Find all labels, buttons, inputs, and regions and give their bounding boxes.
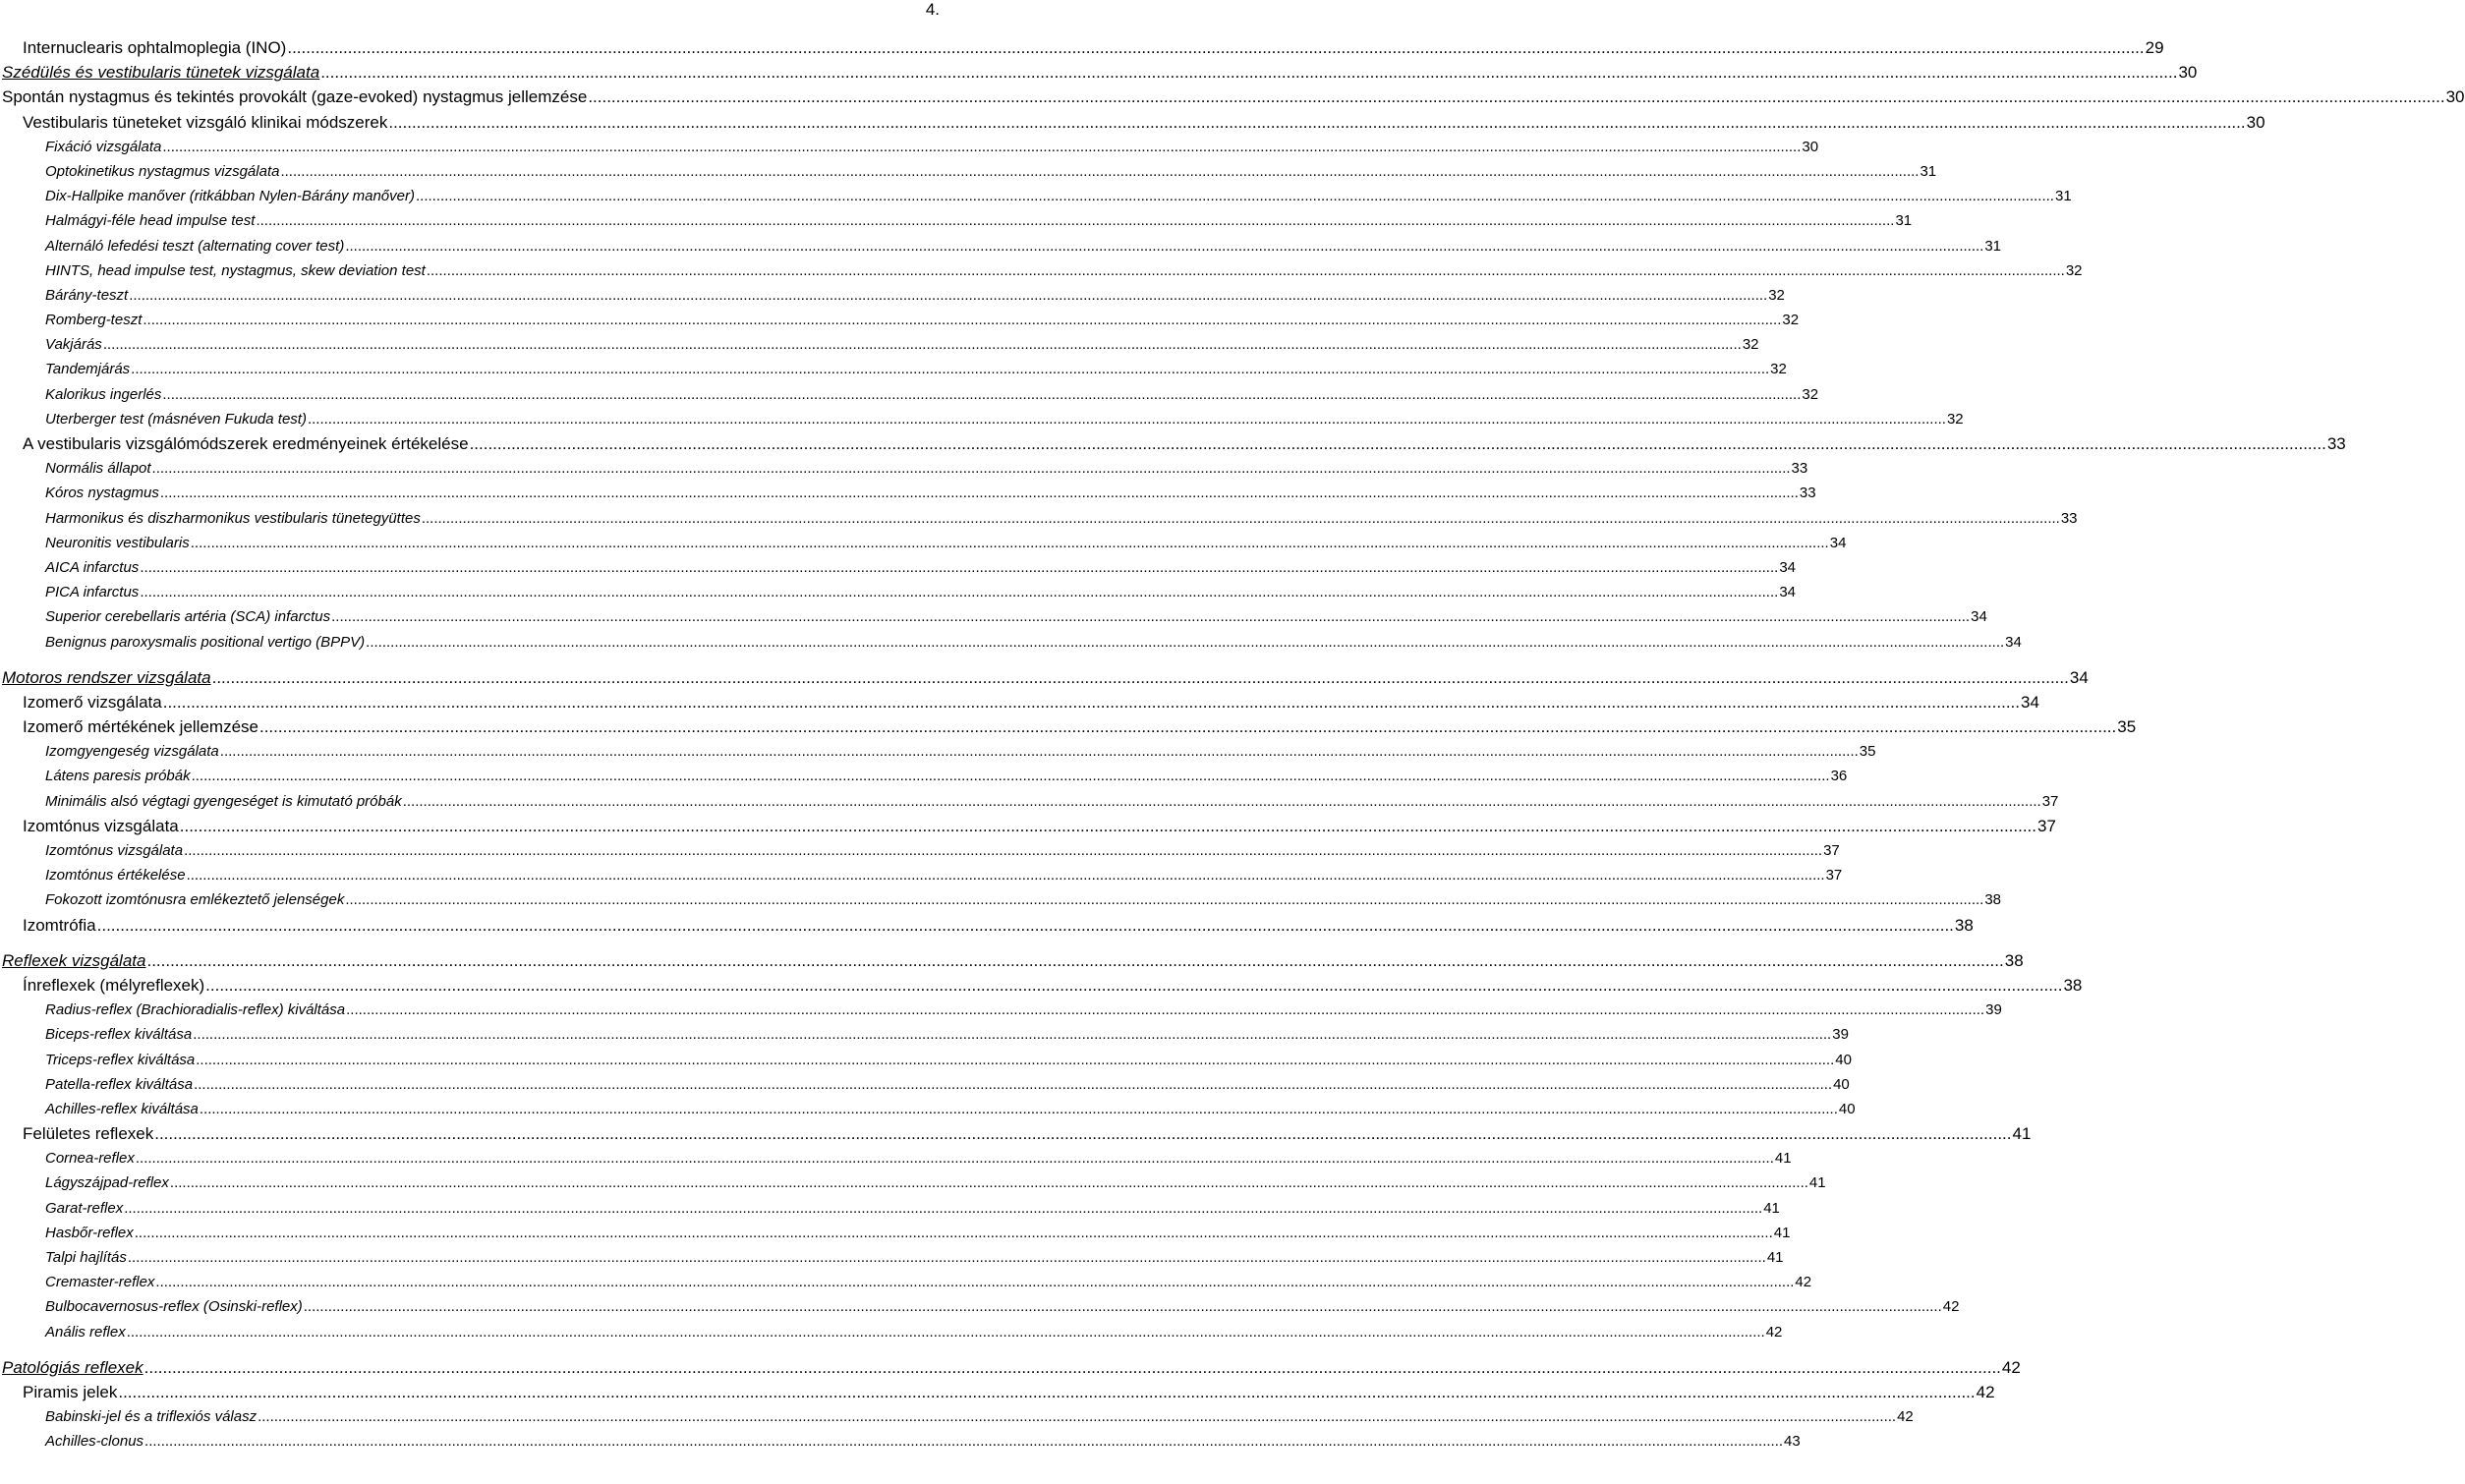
- toc-entry-title: Achilles-reflex kiváltása: [45, 1100, 199, 1117]
- dot-leader: ................................................................................................................................................................................................................................................................................................................................................................................................................: [388, 112, 2246, 132]
- toc-entry-title: Motoros rendszer vizsgálata: [2, 667, 211, 687]
- toc-entry-title: Harmonikus és diszharmonikus vestibularis tünetegyüttes: [45, 509, 421, 527]
- dot-leader: ................................................................................................................................................................................................................................................................................................................................................................................................................: [143, 312, 1782, 329]
- toc-entry-page: 40: [1833, 1075, 1850, 1093]
- toc-subsection-link[interactable]: [0, 407, 1964, 431]
- toc-entry-title: Patella-reflex kiváltása: [45, 1075, 194, 1093]
- toc-entry-title: A vestibularis vizsgálómódszerek eredményeinek értékelése: [23, 434, 469, 453]
- toc-entry-title: Neuronitis vestibularis: [45, 534, 190, 551]
- dot-leader: ................................................................................................................................................................................................................................................................................................................................................................................................................: [194, 1075, 1833, 1093]
- toc-entry-title: Izomerő vizsgálata: [23, 692, 162, 712]
- dot-leader: ................................................................................................................................................................................................................................................................................................................................................................................................................: [193, 1026, 1832, 1044]
- toc-subsection-link[interactable]: [0, 258, 2083, 283]
- toc-entry-page: 41: [1774, 1150, 1792, 1168]
- toc-subsection-link[interactable]: [0, 1429, 1801, 1454]
- dot-leader: ................................................................................................................................................................................................................................................................................................................................................................................................................: [162, 138, 1802, 155]
- dot-leader: ................................................................................................................................................................................................................................................................................................................................................................................................................: [196, 1051, 1835, 1068]
- dot-leader: ................................................................................................................................................................................................................................................................................................................................................................................................................: [469, 434, 2326, 453]
- toc-section-link[interactable]: [0, 1380, 1995, 1404]
- dot-leader: ................................................................................................................................................................................................................................................................................................................................................................................................................: [154, 1124, 2012, 1144]
- toc-entry-page: 30: [2178, 63, 2198, 83]
- toc-entry-page: 34: [2005, 633, 2022, 651]
- toc-chapter-link[interactable]: [0, 948, 2024, 973]
- toc-entry-title: Cornea-reflex: [45, 1150, 135, 1168]
- toc-subsection-link[interactable]: [0, 1320, 1783, 1344]
- toc-entry-page: 39: [1832, 1026, 1849, 1044]
- toc-subsection-link[interactable]: [0, 283, 1785, 308]
- toc-entry-title: Garat-reflex: [45, 1199, 124, 1217]
- toc-entry-page: 41: [2012, 1124, 2032, 1144]
- toc-entry-title: Piramis jelek: [23, 1382, 118, 1401]
- dot-leader: ................................................................................................................................................................................................................................................................................................................................................................................................................: [126, 1323, 1765, 1341]
- toc-subsection-link[interactable]: [0, 887, 2002, 912]
- toc-subsection-link[interactable]: [0, 208, 1913, 233]
- toc-entry-page: 31: [2054, 188, 2072, 205]
- toc-entry-page: 31: [1920, 162, 1937, 180]
- toc-subsection-link[interactable]: [0, 1048, 1852, 1072]
- toc-entry-title: Talpi hajlítás: [45, 1249, 127, 1266]
- toc-entry-title: Ínreflexek (mélyreflexek): [23, 975, 205, 995]
- toc-subsection-link[interactable]: [0, 863, 1843, 887]
- dot-leader: ................................................................................................................................................................................................................................................................................................................................................................................................................: [287, 38, 2145, 57]
- toc-entry-title: Optokinetikus nystagmus vizsgálata: [45, 162, 280, 180]
- dot-leader: ................................................................................................................................................................................................................................................................................................................................................................................................................: [211, 667, 2069, 687]
- dot-leader: ................................................................................................................................................................................................................................................................................................................................................................................................................: [303, 1298, 1942, 1316]
- toc-subsection-link[interactable]: [0, 1404, 1914, 1429]
- dot-leader: ................................................................................................................................................................................................................................................................................................................................................................................................................: [135, 1150, 1774, 1168]
- toc-entry-page: 34: [1829, 534, 1847, 551]
- toc-subsection-link[interactable]: [0, 998, 2002, 1022]
- toc-section-link[interactable]: [0, 814, 2056, 838]
- toc-entry-page: 43: [1784, 1433, 1801, 1451]
- toc-entry-page: 34: [1971, 608, 1987, 626]
- dot-leader: ................................................................................................................................................................................................................................................................................................................................................................................................................: [143, 1357, 2001, 1377]
- toc-entry-title: Izomerő mértékének jellemzése: [23, 717, 258, 737]
- toc-entry-page: 32: [1742, 336, 1759, 354]
- dot-leader: ................................................................................................................................................................................................................................................................................................................................................................................................................: [129, 286, 1768, 304]
- toc-section-link[interactable]: [0, 714, 2137, 739]
- dot-leader: ................................................................................................................................................................................................................................................................................................................................................................................................................: [151, 460, 1791, 478]
- toc-entry-title: Alternáló lefedési teszt (alternating cover test): [45, 237, 345, 255]
- toc-entry-title: PICA infarctus: [45, 584, 140, 601]
- dot-leader: ................................................................................................................................................................................................................................................................................................................................................................................................................: [415, 188, 2054, 205]
- toc-chapter-link[interactable]: [0, 60, 2198, 85]
- toc-entry-title: Romberg-teszt: [45, 312, 143, 329]
- toc-entry-page: 41: [1808, 1174, 1826, 1192]
- toc-entry-title: Felületes reflexek: [23, 1124, 154, 1144]
- toc-entry-title: Spontán nystagmus és tekintés provokált (gaze-evoked) nystagmus jellemzése: [2, 87, 588, 107]
- dot-leader: ................................................................................................................................................................................................................................................................................................................................................................................................................: [402, 792, 2041, 810]
- toc-entry-page: 32: [1782, 312, 1800, 329]
- toc-entry-title: Kalorikus ingerlés: [45, 385, 162, 403]
- dot-leader: ................................................................................................................................................................................................................................................................................................................................................................................................................: [162, 692, 2020, 712]
- toc-chapter-link[interactable]: [0, 1355, 2021, 1380]
- toc-entry-page: 41: [1773, 1224, 1791, 1241]
- toc-entry-page: 33: [1791, 460, 1808, 478]
- dot-leader: ................................................................................................................................................................................................................................................................................................................................................................................................................: [421, 509, 2060, 527]
- toc-entry-title: Babinski-jel és a triflexiós válasz: [45, 1408, 258, 1426]
- toc-subsection-link[interactable]: [0, 1170, 1826, 1195]
- toc-entry-title: Superior cerebellaris artéria (SCA) infarctus: [45, 608, 331, 626]
- dot-leader: ................................................................................................................................................................................................................................................................................................................................................................................................................: [219, 743, 1859, 761]
- toc-subsection-link[interactable]: [0, 1097, 1856, 1121]
- dot-leader: ................................................................................................................................................................................................................................................................................................................................................................................................................: [124, 1199, 1763, 1217]
- toc-entry-title: Minimális alsó végtagi gyengeséget is kimutató próbák: [45, 792, 402, 810]
- toc-entry-page: 33: [2326, 434, 2346, 453]
- toc-entry-title: Kóros nystagmus: [45, 485, 159, 502]
- toc-entry-page: 30: [2445, 87, 2465, 107]
- toc-entry-title: Látens paresis próbák: [45, 768, 191, 785]
- toc-entry-page: 32: [2065, 261, 2083, 279]
- toc-entry-page: 42: [1765, 1323, 1783, 1341]
- toc-subsection-link[interactable]: [0, 630, 2022, 655]
- toc-section-link[interactable]: [0, 690, 2039, 714]
- toc-entry-title: Vestibularis tüneteket vizsgáló klinikai módszerek: [23, 112, 388, 132]
- dot-leader: ................................................................................................................................................................................................................................................................................................................................................................................................................: [162, 385, 1802, 403]
- toc-entry-title: Patológiás reflexek: [2, 1357, 143, 1377]
- toc-entry-title: Izomgyengeség vizsgálata: [45, 743, 219, 761]
- toc-section-link[interactable]: [0, 85, 2465, 109]
- toc-subsection-link[interactable]: [0, 739, 1876, 764]
- toc-entry-page: 39: [1985, 1001, 2002, 1019]
- toc-subsection-link[interactable]: [0, 1072, 1850, 1097]
- toc-section-link[interactable]: [0, 110, 2265, 135]
- dot-leader: ................................................................................................................................................................................................................................................................................................................................................................................................................: [140, 558, 1779, 576]
- toc-entry-page: 37: [2041, 792, 2059, 810]
- page-number: 4.: [925, 0, 940, 19]
- toc-entry-page: 38: [2004, 950, 2024, 970]
- toc-subsection-link[interactable]: [0, 481, 1816, 505]
- toc-entry-page: 37: [1825, 867, 1843, 885]
- dot-leader: ................................................................................................................................................................................................................................................................................................................................................................................................................: [134, 1224, 1773, 1241]
- toc-entry-title: Internuclearis ophtalmoplegia (INO): [23, 38, 287, 57]
- dot-leader: ................................................................................................................................................................................................................................................................................................................................................................................................................: [190, 534, 1829, 551]
- dot-leader: ................................................................................................................................................................................................................................................................................................................................................................................................................: [366, 633, 2005, 651]
- dot-leader: ................................................................................................................................................................................................................................................................................................................................................................................................................: [280, 162, 1920, 180]
- toc-subsection-link[interactable]: [0, 789, 2059, 814]
- dot-leader: ................................................................................................................................................................................................................................................................................................................................................................................................................: [118, 1382, 1976, 1401]
- toc-entry-title: Achilles-clonus: [45, 1433, 144, 1451]
- dot-leader: ................................................................................................................................................................................................................................................................................................................................................................................................................: [179, 816, 2037, 835]
- dot-leader: ................................................................................................................................................................................................................................................................................................................................................................................................................: [131, 361, 1770, 378]
- dot-leader: ................................................................................................................................................................................................................................................................................................................................................................................................................: [159, 485, 1799, 502]
- dot-leader: ................................................................................................................................................................................................................................................................................................................................................................................................................: [258, 717, 2117, 737]
- toc-entry-page: 32: [1768, 286, 1785, 304]
- dot-leader: ................................................................................................................................................................................................................................................................................................................................................................................................................: [307, 410, 1946, 428]
- dot-leader: ................................................................................................................................................................................................................................................................................................................................................................................................................: [320, 63, 2178, 83]
- toc-subsection-link[interactable]: [0, 580, 1796, 604]
- dot-leader: ................................................................................................................................................................................................................................................................................................................................................................................................................: [96, 915, 1954, 935]
- toc-entry-page: 34: [1779, 584, 1796, 601]
- toc-entry-title: Izomtónus értékelése: [45, 867, 186, 885]
- toc-subsection-link[interactable]: [0, 1270, 1812, 1294]
- toc-entry-page: 42: [1976, 1382, 1995, 1401]
- dot-leader: ................................................................................................................................................................................................................................................................................................................................................................................................................: [256, 212, 1895, 230]
- toc-entry-page: 33: [1799, 485, 1816, 502]
- dot-leader: ................................................................................................................................................................................................................................................................................................................................................................................................................: [345, 891, 1984, 909]
- dot-leader: ................................................................................................................................................................................................................................................................................................................................................................................................................: [345, 237, 1984, 255]
- dot-leader: ................................................................................................................................................................................................................................................................................................................................................................................................................: [426, 261, 2065, 279]
- toc-entry-page: 34: [1779, 558, 1796, 576]
- toc-entry-page: 38: [1984, 891, 2002, 909]
- toc-subsection-link[interactable]: [0, 234, 2002, 258]
- toc-entry-page: 42: [2001, 1357, 2021, 1377]
- toc-subsection-link[interactable]: [0, 159, 1937, 184]
- toc-subsection-link[interactable]: [0, 555, 1796, 580]
- toc-section-link[interactable]: [0, 35, 2164, 60]
- toc-entry-title: Szédülés és vestibularis tünetek vizsgálata: [2, 63, 320, 83]
- toc-entry-page: 30: [1802, 138, 1819, 155]
- toc-entry-page: 37: [2037, 816, 2056, 835]
- toc-entry-title: HINTS, head impulse test, nystagmus, skew deviation test: [45, 261, 426, 279]
- toc-entry-title: Fixáció vizsgálata: [45, 138, 162, 155]
- toc-entry-page: 38: [2063, 975, 2083, 995]
- toc-entry-title: Bulbocavernosus-reflex (Osinski-reflex): [45, 1298, 303, 1316]
- toc-entry-title: Izomtónus vizsgálata: [23, 816, 179, 835]
- toc-subsection-link[interactable]: [0, 1245, 1784, 1270]
- dot-leader: ................................................................................................................................................................................................................................................................................................................................................................................................................: [140, 584, 1779, 601]
- toc-entry-page: 29: [2145, 38, 2164, 57]
- toc-entry-page: 35: [1859, 743, 1876, 761]
- toc-entry-title: Biceps-reflex kiváltása: [45, 1026, 193, 1044]
- dot-leader: ................................................................................................................................................................................................................................................................................................................................................................................................................: [186, 867, 1825, 885]
- dot-leader: ................................................................................................................................................................................................................................................................................................................................................................................................................: [146, 950, 2004, 970]
- dot-leader: ................................................................................................................................................................................................................................................................................................................................................................................................................: [184, 842, 1823, 859]
- toc-entry-title: Hasbőr-reflex: [45, 1224, 134, 1241]
- toc-subsection-link[interactable]: [0, 838, 1840, 863]
- toc-subsection-link[interactable]: [0, 506, 2078, 531]
- toc-subsection-link[interactable]: [0, 1294, 1960, 1319]
- toc-entry-page: 38: [1954, 915, 1974, 935]
- dot-leader: ................................................................................................................................................................................................................................................................................................................................................................................................................: [346, 1001, 1985, 1019]
- toc-entry-title: Benignus paroxysmalis positional vertigo (BPPV): [45, 633, 366, 651]
- toc-section-link[interactable]: [0, 913, 1974, 938]
- toc-subsection-link[interactable]: [0, 184, 2072, 208]
- toc-subsection-link[interactable]: [0, 135, 1819, 159]
- toc-entry-page: 30: [2246, 112, 2265, 132]
- dot-leader: ................................................................................................................................................................................................................................................................................................................................................................................................................: [127, 1249, 1766, 1266]
- toc-entry-page: 40: [1838, 1100, 1856, 1117]
- toc-subsection-link[interactable]: [0, 1146, 1792, 1170]
- toc-entry-page: 41: [1766, 1249, 1784, 1266]
- dot-leader: ................................................................................................................................................................................................................................................................................................................................................................................................................: [199, 1100, 1838, 1117]
- toc-entry-page: 42: [1942, 1298, 1960, 1316]
- dot-leader: ................................................................................................................................................................................................................................................................................................................................................................................................................: [331, 608, 1971, 626]
- toc-entry-title: Normális állapot: [45, 460, 151, 478]
- toc-section-link[interactable]: [0, 431, 2346, 456]
- toc-entry-title: Dix-Hallpike manőver (ritkábban Nylen-Bárány manőver): [45, 188, 415, 205]
- toc-entry-title: Reflexek vizsgálata: [2, 950, 146, 970]
- toc-entry-page: 35: [2117, 717, 2137, 737]
- toc-entry-title: Triceps-reflex kiváltása: [45, 1051, 196, 1068]
- toc-subsection-link[interactable]: [0, 308, 1800, 332]
- toc-subsection-link[interactable]: [0, 382, 1819, 407]
- dot-leader: ................................................................................................................................................................................................................................................................................................................................................................................................................: [588, 87, 2445, 107]
- toc-section-link[interactable]: [0, 973, 2083, 998]
- toc-subsection-link[interactable]: [0, 357, 1787, 381]
- dot-leader: ................................................................................................................................................................................................................................................................................................................................................................................................................: [155, 1274, 1795, 1291]
- toc-entry-page: 37: [1823, 842, 1840, 859]
- dot-leader: ................................................................................................................................................................................................................................................................................................................................................................................................................: [205, 975, 2063, 995]
- toc-entry-page: 42: [1795, 1274, 1812, 1291]
- toc-entry-title: Izomtónus vizsgálata: [45, 842, 184, 859]
- toc-entry-page: 36: [1830, 768, 1848, 785]
- dot-leader: ................................................................................................................................................................................................................................................................................................................................................................................................................: [169, 1174, 1808, 1192]
- toc-entry-page: 34: [2021, 692, 2039, 712]
- toc-chapter-link[interactable]: [0, 665, 2089, 690]
- toc-entry-title: Vakjárás: [45, 336, 102, 354]
- toc-subsection-link[interactable]: [0, 456, 1808, 481]
- toc-entry-page: 31: [1895, 212, 1913, 230]
- toc-entry-title: Bárány-teszt: [45, 286, 129, 304]
- toc-subsection-link[interactable]: [0, 764, 1848, 788]
- toc-entry-title: Tandemjárás: [45, 361, 131, 378]
- toc-section-link[interactable]: [0, 1121, 2032, 1146]
- toc-entry-page: 32: [1802, 385, 1819, 403]
- toc-subsection-link[interactable]: [0, 531, 1847, 555]
- toc-entry-page: 32: [1946, 410, 1964, 428]
- toc-entry-title: Anális reflex: [45, 1323, 126, 1341]
- toc-entry-page: 31: [1984, 237, 2002, 255]
- toc-entry-title: AICA infarctus: [45, 558, 140, 576]
- toc-entry-page: 32: [1770, 361, 1787, 378]
- toc-entry-title: Uterberger test (másnéven Fukuda test): [45, 410, 307, 428]
- dot-leader: ................................................................................................................................................................................................................................................................................................................................................................................................................: [144, 1433, 1784, 1451]
- toc-entry-page: 40: [1835, 1051, 1852, 1068]
- toc-entry-page: 33: [2060, 509, 2078, 527]
- dot-leader: ................................................................................................................................................................................................................................................................................................................................................................................................................: [102, 336, 1742, 354]
- toc-entry-title: Fokozott izomtónusra emlékeztető jelenségek: [45, 891, 345, 909]
- toc-entry-title: Cremaster-reflex: [45, 1274, 155, 1291]
- toc-entry-title: Halmágyi-féle head impulse test: [45, 212, 256, 230]
- toc-subsection-link[interactable]: [0, 332, 1759, 357]
- toc-entry-page: 34: [2069, 667, 2089, 687]
- toc-entry-page: 41: [1763, 1199, 1780, 1217]
- toc-subsection-link[interactable]: [0, 1221, 1791, 1245]
- toc-entry-page: 42: [1897, 1408, 1914, 1426]
- dot-leader: ................................................................................................................................................................................................................................................................................................................................................................................................................: [191, 768, 1830, 785]
- toc-entry-title: Izomtrófia: [23, 915, 96, 935]
- toc-subsection-link[interactable]: [0, 1022, 1849, 1047]
- toc-subsection-link[interactable]: [0, 604, 1987, 629]
- toc-entry-title: Radius-reflex (Brachioradialis-reflex) kiváltása: [45, 1001, 346, 1019]
- dot-leader: ................................................................................................................................................................................................................................................................................................................................................................................................................: [258, 1408, 1897, 1426]
- table-of-contents: [0, 35, 2465, 1455]
- toc-subsection-link[interactable]: [0, 1196, 1780, 1221]
- toc-entry-title: Lágyszájpad-reflex: [45, 1174, 169, 1192]
